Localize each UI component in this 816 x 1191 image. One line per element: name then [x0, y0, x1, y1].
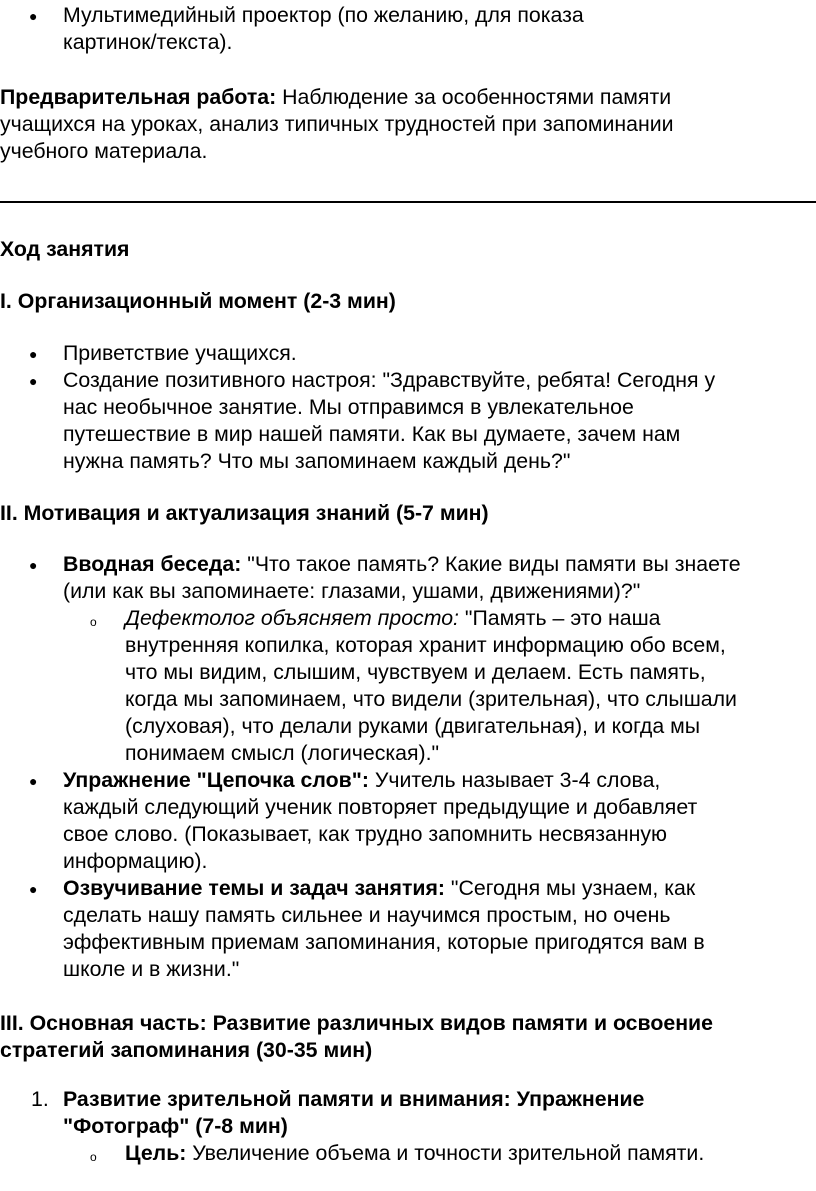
list-item-text: нужна память? Что мы запоминаем каждый день?": [63, 449, 571, 473]
chain-label: Упражнение "Цепочка слов":: [63, 768, 369, 792]
defectologist-text: что мы видим, слышим, чувствуем и делаем. Есть память,: [125, 660, 706, 684]
defectologist-text: когда мы запоминаем, что видели (зрительная), что слышали: [125, 687, 737, 711]
lesson-heading: Ход занятия: [0, 237, 130, 261]
voicing-label: Озвучивание темы и задач занятия:: [63, 876, 445, 900]
sub-bullet-icon: o: [90, 615, 97, 629]
goal-label: Цель:: [125, 1141, 187, 1165]
voicing-text: сделать нашу память сильнее и научимся простым, но очень: [63, 903, 671, 927]
goal-text: Увеличение объема и точности зрительной памяти.: [186, 1141, 705, 1165]
prework-text: Наблюдение за особенностями памяти: [276, 85, 672, 109]
prework-text: учащихся на уроках, анализ типичных трудностей при запоминании: [0, 112, 674, 136]
chain-text: Учитель называет 3-4 слова,: [368, 768, 661, 792]
section-2-title: II. Мотивация и актуализация знаний (5-7 мин): [0, 501, 489, 525]
chain-text: каждый следующий ученик повторяет предыдущие и добавляет: [63, 795, 698, 819]
defectologist-text: понимаем смысл (логическая).": [125, 741, 440, 765]
voicing-text: "Сегодня мы узнаем, как: [445, 876, 696, 900]
sub-bullet-icon: o: [90, 1150, 97, 1164]
document-page: ● Мультимедийный проектор (по желанию, для показа картинок/текста). Предварительная работа: Наблюдение за особенностями памяти учащихся на уроках, анализ типичных трудностей при запоминании учебного материала. Ход занятия I. Организационный момент (2-3 мин) ● Приветствие учащихся. ● Создание позитивного настроя: "Здравствуйте, ребята! Сегодня у нас необычное занятие. Мы отправимся в увлекательное путешествие в мир нашей памяти. Как вы думаете, зачем нам нужна память? Что мы запоминаем каждый день?" II. Мотивация и актуализация знаний (5-7 мин) ● Вводная беседа: "Что такое память? Какие виды памяти вы знаете (или как вы запоминаете: глазами, ушами, движениями)?" o Дефектолог объясняет просто: "Память – это наша внутренняя копилка, которая хранит информацию обо всем, что мы видим, слышим, чувствуем и делаем. Есть память, когда мы запоминаем, что видели (зрительная), что слышали (слуховая), что делали руками (двигательная), и когда мы понимаем смысл (логическая)." ● Упражнение "Цепочка слов": Учитель называет 3-4 слова, каждый следующий ученик повторяет предыдущие и добавляет свое слово. (Показывает, как трудно запомнить несвязанную информацию). ● Озвучивание темы и задач занятия: "Сегодня мы узнаем, как сделать нашу память сильнее и научимся простым, но очень эффективным приемам запоминания, которые пригодятся вам в школе и в жизни." III. Основная часть: Развитие различных видов памяти и освоение стратегий запоминания (30-35 мин) 1. Развитие зрительной памяти и внимания: Упражнение "Фотограф" (7-8 мин) o Цель: Увеличение объема и точности зрительной памяти.: [0, 0, 816, 1191]
intro-text: (или как вы запоминаете: глазами, ушами, движениями)?": [63, 579, 641, 603]
list-item-text: Приветствие учащихся.: [63, 341, 297, 365]
bullet-icon: ●: [29, 773, 38, 789]
horizontal-divider: [0, 201, 816, 203]
section-1-title: I. Организационный момент (2-3 мин): [0, 289, 396, 313]
list-item-text: картинок/текста).: [63, 30, 233, 54]
voicing-text: эффективным приемам запоминания, которые пригодятся вам в: [63, 930, 705, 954]
defectologist-text: "Память – это наша: [458, 606, 661, 630]
item-title: "Фотограф" (7-8 мин): [63, 1114, 288, 1138]
chain-text: свое слово. (Показывает, как трудно запомнить несвязанную: [63, 822, 668, 846]
bullet-icon: ●: [29, 346, 38, 362]
defectologist-text: (слуховая), что делали руками (двигательная), и когда мы: [125, 714, 701, 738]
prework-label: Предварительная работа:: [0, 85, 277, 109]
defectologist-label: Дефектолог объясняет просто:: [125, 606, 459, 630]
intro-text: "Что такое память? Какие виды памяти вы знаете: [241, 552, 741, 576]
intro-label: Вводная беседа:: [63, 552, 242, 576]
bullet-icon: ●: [29, 373, 38, 389]
list-item-text: Мультимедийный проектор (по желанию, для показа: [63, 3, 584, 27]
list-item-text: нас необычное занятие. Мы отправимся в увлекательное: [63, 395, 634, 419]
item-title: Развитие зрительной памяти и внимания: Упражнение: [63, 1087, 645, 1111]
list-item-text: путешествие в мир нашей памяти. Как вы думаете, зачем нам: [63, 422, 681, 446]
list-number: 1.: [31, 1087, 49, 1111]
list-item-text: Создание позитивного настроя: "Здравствуйте, ребята! Сегодня у: [63, 368, 716, 392]
bullet-icon: ●: [29, 881, 38, 897]
bullet-icon: ●: [29, 557, 38, 573]
voicing-text: школе и в жизни.": [63, 957, 240, 981]
defectologist-text: внутренняя копилка, которая хранит информацию обо всем,: [125, 633, 726, 657]
prework-text: учебного материала.: [0, 139, 208, 163]
chain-text: информацию).: [63, 849, 208, 873]
bullet-icon: ●: [29, 8, 38, 24]
